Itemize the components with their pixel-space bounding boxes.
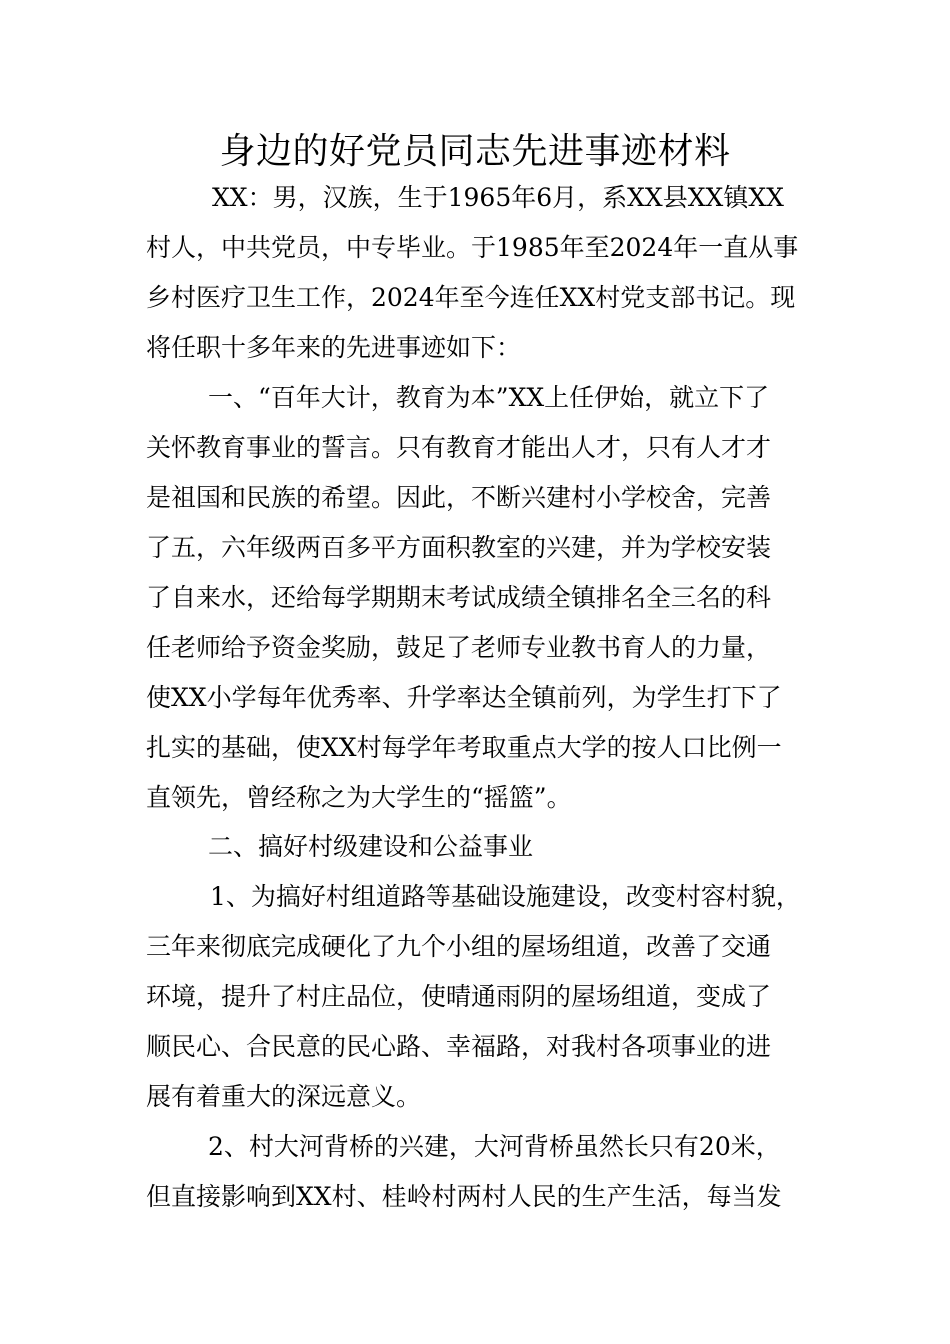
paragraph-1-line-4: 将任职十多年来的先进事迹如下： (146, 333, 522, 362)
paragraph-2-line-4: 了五，六年级两百多平方面积教室的兴建，并为学校安装 (146, 533, 772, 562)
paragraph-2-line-3: 是祖国和民族的希望。因此，不断兴建村小学校舍，完善 (146, 483, 772, 512)
document-title: 身边的好党员同志先进事迹材料 (219, 131, 731, 172)
paragraph-1-line-3: 乡村医疗卫生工作，2024年至今连任XX村党支部书记。现 (146, 283, 796, 312)
paragraph-2-line-1: 一、“百年大计，教育为本”XX上任伊始，就立下了 (208, 383, 770, 412)
paragraph-2-line-7: 使XX小学每年优秀率、升学率达全镇前列，为学生打下了 (146, 683, 782, 712)
paragraph-3-line-4: 顺民心、合民意的民心路、幸福路，对我村各项事业的进 (146, 1032, 772, 1061)
paragraph-3-line-5: 展有着重大的深远意义。 (146, 1082, 422, 1111)
paragraph-2-line-8: 扎实的基础，使XX村每学年考取重点大学的按人口比例一 (146, 733, 782, 762)
paragraph-3-line-1: 1、为搞好村组道路等基础设施建设，改变村容村貌， (210, 882, 801, 911)
paragraph-4-line-2: 但直接影响到XX村、桂岭村两村人民的生产生活，每当发 (146, 1182, 782, 1211)
paragraph-3-line-2: 三年来彻底完成硬化了九个小组的屋场组道，改善了交通 (146, 932, 772, 961)
paragraph-4-line-1: 2、村大河背桥的兴建，大河背桥虽然长只有20米， (208, 1132, 781, 1161)
paragraph-2-line-2: 关怀教育事业的誓言。只有教育才能出人才，只有人才才 (146, 433, 772, 462)
paragraph-2-line-9: 直领先，曾经称之为大学生的“摇篮”。 (146, 783, 572, 812)
paragraph-1-line-2: 村人，中共党员，中专毕业。于1985年至2024年一直从事 (146, 233, 799, 262)
paragraph-2-line-5: 了自来水，还给每学期期末考试成绩全镇排名全三名的科 (146, 583, 772, 612)
paragraph-1-line-1: XX：男，汉族，生于1965年6月，系XX县XX镇XX (212, 183, 784, 212)
paragraph-2-line-6: 任老师给予资金奖励，鼓足了老师专业教书育人的力量， (146, 633, 772, 662)
section-heading-2: 二、搞好村级建设和公益事业 (208, 832, 534, 861)
paragraph-3-line-3: 环境，提升了村庄品位，使晴通雨阴的屋场组道，变成了 (146, 982, 772, 1011)
